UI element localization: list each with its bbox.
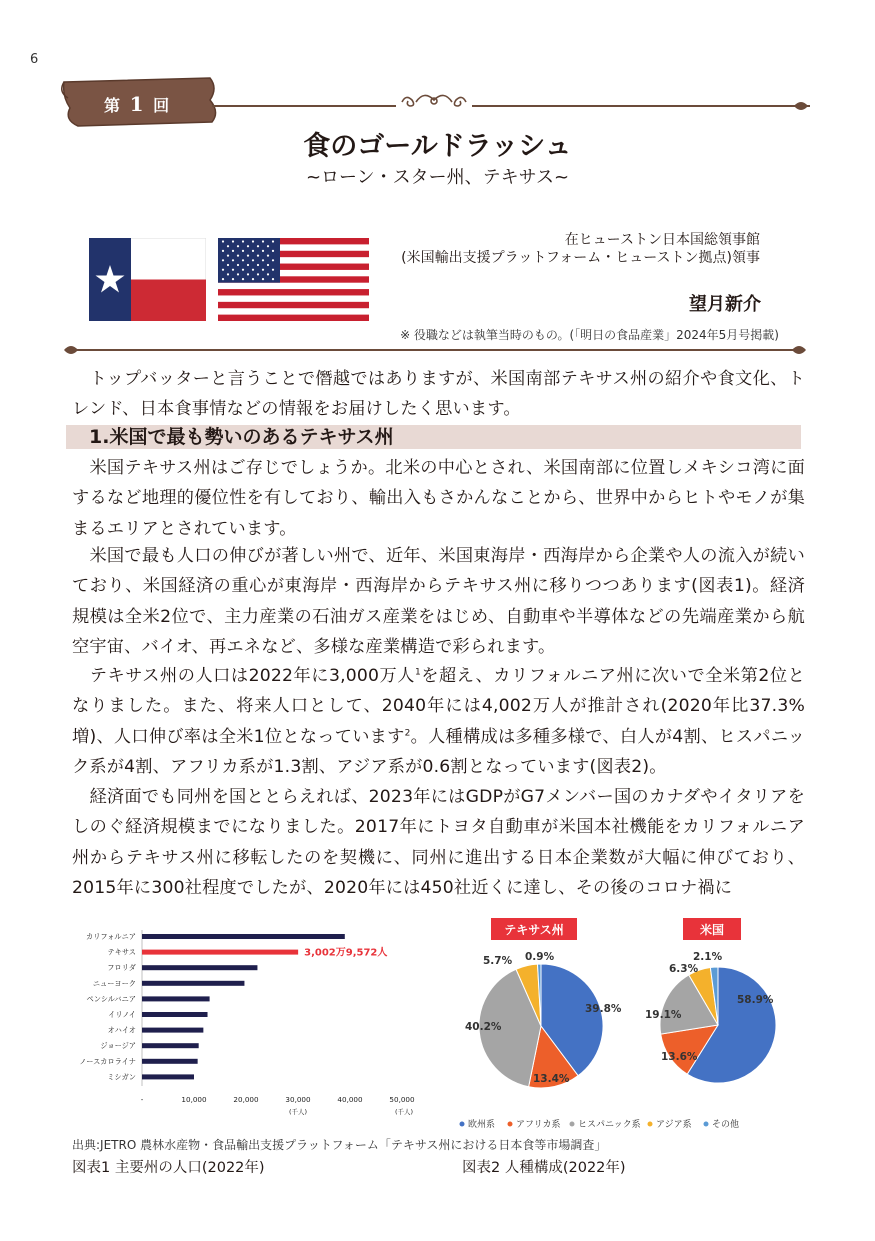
- flag-star: [247, 264, 249, 266]
- slice-label: 39.8%: [585, 1003, 622, 1015]
- pie-title: テキサス州: [504, 923, 564, 937]
- figure-caption-1: 図表1 主要州の人口(2022年): [72, 1160, 265, 1176]
- category-label: ノースカロライナ: [79, 1056, 136, 1066]
- footnote-ref: 2: [404, 727, 411, 738]
- flag-star: [247, 273, 249, 275]
- footnote-ref: 1: [415, 667, 421, 678]
- flag-star: [257, 264, 259, 266]
- flag-canton: [218, 238, 280, 283]
- scroll-ornament-icon: [396, 88, 472, 114]
- flag-star: [257, 255, 259, 257]
- page-subtitle: ~ローン・スター州、テキサス~: [305, 167, 570, 188]
- category-label: カリフォルニア: [86, 932, 136, 941]
- author-name: 望月新介: [689, 294, 761, 315]
- unit-label: (千人): [394, 1108, 414, 1116]
- flourish-icon: [792, 97, 810, 115]
- legend-label: アフリカ系: [516, 1120, 561, 1130]
- flag-star: [237, 264, 239, 266]
- bar: [142, 1074, 194, 1079]
- bar: [142, 950, 298, 955]
- unit-label: (千人): [288, 1108, 308, 1116]
- flag-star: [227, 273, 229, 275]
- intro-paragraph: トップバッターと言うことで僭越ではありますが、米国南部テキサス州の紹介や食文化、トレンド、日本食事情などの情報をお届けしたく思います。: [72, 369, 805, 420]
- pie-title: 米国: [699, 923, 725, 937]
- slice-label: 6.3%: [669, 963, 699, 975]
- legend-marker: [648, 1122, 653, 1127]
- bar: [142, 981, 244, 986]
- author-affiliation: 在ヒューストン日本国総領事館: [564, 232, 760, 248]
- flourish-icon: [62, 341, 80, 359]
- body-paragraph: 米国で最も人口の伸びが著しい州で、近年、米国東海岸・西海岸から企業や人の流入が続いており、米国経済の重心が東海岸・西海岸からテキサス州に移りつつあります(図表1)。経済規模は全米2位で、主力産業の石油ガス産業をはじめ、自動車や半導体などの先端産業から航空宇宙、バイオ、再エネなど、多様な産業構造で彩られます。: [72, 546, 805, 657]
- flag-star: [222, 240, 224, 242]
- bar: [142, 996, 210, 1001]
- category-label: ペンシルバニア: [86, 994, 136, 1004]
- header-rule: [212, 105, 810, 107]
- flag-star: [262, 259, 264, 261]
- category-label: イリノイ: [108, 1010, 136, 1019]
- slice-label: 5.7%: [483, 955, 513, 967]
- slice-label: 2.1%: [693, 951, 723, 963]
- flag-star: [237, 245, 239, 247]
- page-title: 食のゴールドラッシュ: [303, 131, 572, 162]
- flag-star: [257, 245, 259, 247]
- body-paragraph: 経済面でも同州を国ととらえれば、2023年にはGDPがG7メンバー国のカナダやイタリアをしのぐ経済規模までになりました。2017年にトヨタ自動車が米国本社機能をカリフォルニア州からテキサス州に移転したのを契機に、同州に進出する日本企業数が大幅に伸びており、2015年に300社程度でしたが、2020年には450社近くに達し、その後のコロナ禍に: [72, 787, 805, 898]
- category-label: オハイオ: [107, 1025, 136, 1035]
- slice-label: 13.6%: [661, 1051, 698, 1063]
- section-title: 1.米国で最も勢いのあるテキサス州: [89, 426, 394, 448]
- flag-star: [267, 264, 269, 266]
- flag-stripe: [218, 302, 369, 308]
- banner-label: 第 1 回: [104, 92, 172, 116]
- legend-label: ヒスパニック系: [578, 1120, 641, 1130]
- bar: [142, 1028, 203, 1033]
- flag-stripe: [218, 289, 369, 295]
- tick-label: 50,000: [389, 1095, 415, 1104]
- flag-star: [272, 250, 274, 252]
- divider-rule: [70, 349, 800, 351]
- flag-star: [252, 259, 254, 261]
- population-bar-chart: [62, 926, 422, 1122]
- flag-star: [237, 273, 239, 275]
- us-flag-icon: [218, 238, 369, 321]
- flag-star: [232, 278, 234, 280]
- flag-star: [232, 269, 234, 271]
- flag-star: [247, 255, 249, 257]
- slice-label: 19.1%: [645, 1009, 682, 1021]
- flag-star: [242, 250, 244, 252]
- flag-star: [242, 240, 244, 242]
- flag-star: [242, 269, 244, 271]
- flag-star: [247, 245, 249, 247]
- legend-marker: [460, 1122, 465, 1127]
- slice-label: 0.9%: [525, 951, 555, 963]
- category-label: フロリダ: [107, 963, 136, 973]
- flag-star: [267, 245, 269, 247]
- bar: [142, 965, 257, 970]
- flag-star: [272, 269, 274, 271]
- legend-label: 欧州系: [468, 1120, 496, 1130]
- chart-source: 出典:JETRO 農林水産物・食品輸出支援プラットフォーム「テキサス州における日本食等市場調査」: [72, 1138, 607, 1152]
- flag-star: [242, 278, 244, 280]
- category-label: ジョージア: [100, 1041, 136, 1051]
- flag-star: [252, 240, 254, 242]
- bar: [142, 1043, 199, 1048]
- flag-star: [232, 240, 234, 242]
- flag-star: [257, 273, 259, 275]
- flag-star: [262, 269, 264, 271]
- flag-star: [222, 250, 224, 252]
- legend-marker: [704, 1122, 709, 1127]
- category-label: テキサス: [107, 947, 136, 957]
- flag-star: [252, 278, 254, 280]
- flag-stripe: [218, 315, 369, 321]
- body-paragraph: 米国テキサス州はご存じでしょうか。北米の中心とされ、米国南部に位置しメキシコ湾に面するなど地理的優位性を有しており、輸出入もさかんなことから、世界中からヒトやモノが集まるエリアとされています。: [72, 458, 805, 539]
- tick-label: -: [140, 1095, 144, 1104]
- flag-star: [232, 250, 234, 252]
- texas-flag-icon: [89, 238, 206, 321]
- ethnicity-pie-charts: [455, 912, 805, 1134]
- flag-star: [252, 250, 254, 252]
- flag-star: [227, 264, 229, 266]
- figure-caption-2: 図表2 人種構成(2022年): [462, 1160, 626, 1176]
- flag-star: [267, 255, 269, 257]
- slice-label: 40.2%: [465, 1021, 502, 1033]
- author-position: (米国輸出支援プラットフォーム・ヒューストン拠点)領事: [401, 250, 760, 266]
- slice-label: 58.9%: [737, 994, 774, 1006]
- flag-star: [232, 259, 234, 261]
- publication-note: ※ 役職などは執筆当時のもの。(「明日の食品産業」2024年5月号掲載): [400, 328, 779, 342]
- flourish-icon: [790, 341, 808, 359]
- flag-star: [272, 240, 274, 242]
- flag-star: [262, 250, 264, 252]
- flag-star: [252, 269, 254, 271]
- flag-star: [272, 259, 274, 261]
- bar: [142, 1059, 198, 1064]
- data-label: 3,002万9,572人: [304, 947, 388, 959]
- flag-star: [242, 259, 244, 261]
- category-label: ミシガン: [107, 1072, 136, 1082]
- slice-label: 13.4%: [533, 1073, 570, 1085]
- flag-star: [262, 240, 264, 242]
- legend-marker: [570, 1122, 575, 1127]
- flag-star: [272, 278, 274, 280]
- tick-label: 30,000: [285, 1095, 311, 1104]
- flag-star: [267, 273, 269, 275]
- tick-label: 20,000: [233, 1095, 259, 1104]
- bar: [142, 934, 345, 939]
- legend-label: アジア系: [656, 1120, 692, 1130]
- page-number: 6: [30, 52, 39, 67]
- flag-star: [227, 255, 229, 257]
- flag-star: [222, 269, 224, 271]
- flag-star: [222, 278, 224, 280]
- flag-star: [237, 255, 239, 257]
- flag-star: [227, 245, 229, 247]
- bar: [142, 1012, 208, 1017]
- legend-label: その他: [712, 1120, 740, 1130]
- flag-star: [222, 259, 224, 261]
- category-label: ニューヨーク: [92, 978, 136, 988]
- flag-star: [262, 278, 264, 280]
- tick-label: 40,000: [337, 1095, 363, 1104]
- tick-label: 10,000: [181, 1095, 207, 1104]
- legend-marker: [508, 1122, 513, 1127]
- body-paragraph: テキサス州の人口は2022年に3,000万人$^1$を超え、カリフォルニア州に次いで全米第2位となりました。また、将来人口として、2040年には4,002万人が推計され(2020年比37.3%増)、人口伸び率は全米1位となっています$^2$。人種構成は多種多様で、白人が4割、ヒスパニック系が4割、アフリカ系が1.3割、アジア系が0.6割となっています(図表2)。: [72, 666, 805, 777]
